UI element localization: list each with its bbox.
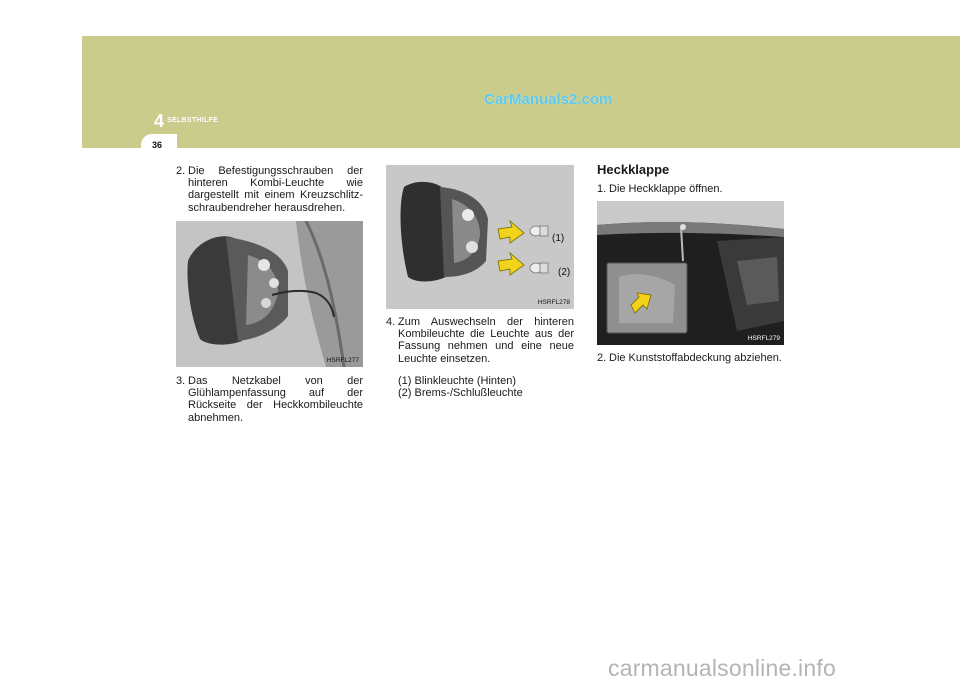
column-3: [597, 164, 787, 195]
callout-1: (1): [552, 233, 565, 244]
step-text: Das Netzkabel von der Glühlampenfassung auf der Rückseite der Heckkombileuchte abnehmen.: [188, 375, 363, 424]
watermark-link[interactable]: CarManuals2.com: [484, 91, 613, 108]
tailgate-cover-illustration: [597, 201, 784, 345]
column-1-lower: [176, 375, 363, 424]
step-number: 3.: [176, 375, 186, 387]
step-2: [176, 165, 363, 214]
step-1: [597, 183, 787, 195]
column-2: [386, 316, 574, 399]
figure-label: HSRFL277: [326, 357, 359, 364]
legend-item-1: (1) Blinkleuchte (Hinten): [398, 374, 516, 387]
chapter-title: SELBSTHILFE: [167, 117, 219, 124]
figure-label: HSRFL278: [537, 299, 570, 306]
step-text: Zum Auswechseln der hinteren Kombileuchte die Leuchte aus der Fassung nehmen und eine neue Leuchte einsetzen.: [398, 316, 574, 365]
figure-label: HSRFL279: [747, 335, 780, 342]
step-number: 2.: [597, 352, 607, 364]
step-text: Die Befestigungsschrauben der hinteren Kombi-Leuchte wie dargestellt mit einem Kreuzschlitz-schraubendreher herausdrehen.: [188, 165, 363, 214]
step-3: [176, 375, 363, 424]
step-number: 4.: [386, 316, 396, 328]
legend-item-2: (2) Brems-/Schlußleuchte: [398, 387, 523, 400]
step-text: Die Kunststoffabdeckung abziehen.: [609, 352, 782, 364]
step-number: 1.: [597, 183, 607, 196]
step-4: [386, 316, 574, 365]
footer-watermark: carmanualsonline.info: [608, 655, 836, 681]
step-text: Die Heckklappe öffnen.: [609, 183, 723, 196]
callout-2: (2): [558, 267, 571, 278]
page-number: 36: [152, 140, 163, 150]
figure-hsrfl279: [597, 201, 784, 345]
column-3-lower: [597, 352, 787, 364]
figure-hsrfl278: [386, 165, 574, 309]
figure-hsrfl277: [176, 221, 363, 367]
bulb-replacement-illustration: [386, 165, 574, 309]
step-number: 2.: [176, 165, 186, 177]
column-1: [176, 165, 363, 214]
chapter-number: 4: [154, 111, 165, 131]
tail-lamp-screws-illustration: [176, 221, 363, 367]
bulb-legend: [386, 375, 574, 399]
step-2-cover: [597, 352, 787, 364]
section-heading: Heckklappe: [597, 162, 670, 177]
